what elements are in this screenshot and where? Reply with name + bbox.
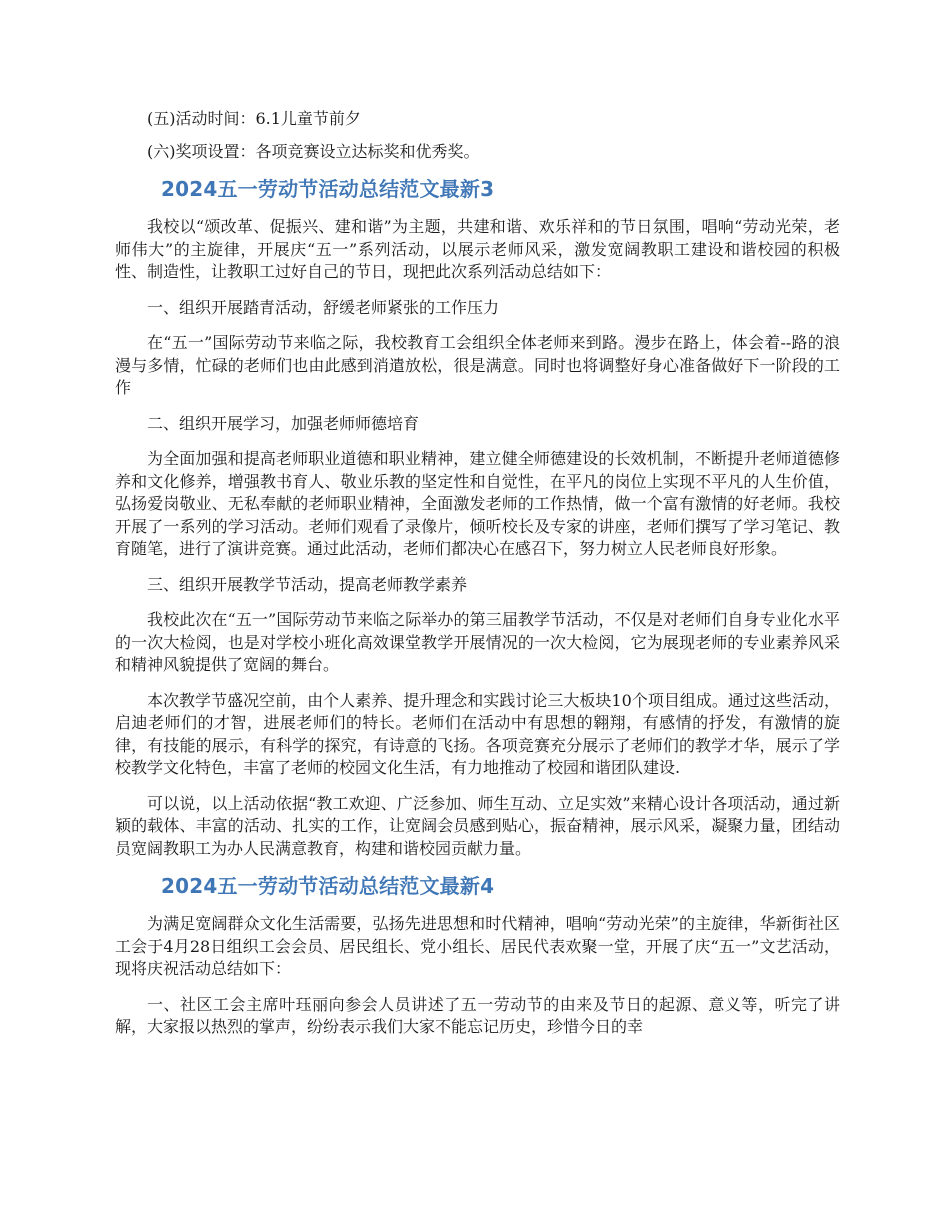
paragraph: (五)活动时间：6.1儿童节前夕 — [147, 109, 361, 128]
paragraph: 一、组织开展踏青活动，舒缓老师紧张的工作压力 — [147, 297, 500, 317]
paragraph: 我校此次在“五一”国际劳动节来临之际举办的第三届教学节活动，不仅是对老师们自身专业化水平的一次大检阅，也是对学校小班化高效课堂教学开展情况的一次大检阅，它为展现老师的专业素养风采和精神风貌提供了宽阔的舞台。 — [115, 610, 840, 674]
paragraph: 为全面加强和提高老师职业道德和职业精神，建立健全师德建设的长效机制，不断提升老师道德修养和文化修养，增强教书育人、敬业乐教的坚定性和自觉性，在平凡的岗位上实现不平凡的人生价值，弘扬爱岗敬业、无私奉献的老师职业精神，全面激发老师的工作热情，做一个富有激情的好老师。我校开展了一系列的学习活动。老师们观看了录像片，倾听校长及专家的讲座，老师们撰写了学习笔记、教育随笔，进行了演讲竞赛。通过此活动，老师们都决心在感召下，努力树立人民老师良好形象。 — [115, 449, 840, 558]
paragraph: 我校以“颂改革、促振兴、建和谐”为主题，共建和谐、欢乐祥和的节日氛围，唱响“劳动光荣，老师伟大”的主旋律，开展庆“五一”系列活动，以展示老师风采，激发宽阔教职工建设和谐校园的积极性、制造性，让教职工过好自己的节日，现把此次系列活动总结如下： — [115, 217, 840, 281]
section-heading: 2024五一劳动节活动总结范文最新3 — [161, 177, 495, 201]
paragraph: 可以说，以上活动依据“教工欢迎、广泛参加、师生互动、立足实效”来精心设计各项活动，通过新颖的载体、丰富的活动、扎实的工作，让宽阔会员感到贴心，振奋精神，展示风采，凝聚力量，团结动员宽阔教职工为办人民满意教育，构建和谐校园贡献力量。 — [115, 793, 840, 858]
paragraph: (六)奖项设置：各项竞赛设立达标奖和优秀奖。 — [147, 141, 480, 161]
paragraph: 一、社区工会主席叶珏丽向参会人员讲述了五一劳动节的由来及节日的起源、意义等，听完了讲解，大家报以热烈的掌声，纷纷表示我们大家不能忘记历史，珍惜今日的幸 — [115, 994, 840, 1036]
paragraph: 三、组织开展教学节活动，提高老师教学素养 — [147, 574, 468, 594]
document-page — [115, 108, 840, 1052]
paragraph: 为满足宽阔群众文化生活需要，弘扬先进思想和时代精神，唱响“劳动光荣”的主旋律，华新街社区工会于4月28日组织工会会员、居民组长、党小组长、居民代表欢聚一堂，开展了庆“五一”文艺活动，现将庆祝活动总结如下： — [115, 914, 840, 978]
paragraph: 二、组织开展学习，加强老师师德培育 — [147, 413, 420, 433]
paragraph: 本次教学节盛况空前，由个人素养、提升理念和实践讨论三大板块10个项目组成。通过这些活动，启迪老师们的才智，进展老师们的特长。老师们在活动中有思想的翱翔，有感情的抒发，有激情的旋律，有技能的展示，有科学的探究，有诗意的飞扬。各项竞赛充分展示了老师们的教学才华，展示了学校教学文化特色，丰富了老师的校园文化生活，有力地推动了校园和谐团队建设. — [115, 690, 840, 777]
section-heading: 2024五一劳动节活动总结范文最新4 — [161, 874, 495, 898]
paragraph: 在“五一”国际劳动节来临之际，我校教育工会组织全体老师来到路。漫步在路上，体会着--路的浪漫与多情，忙碌的老师们也由此感到消遣放松，很是满意。同时也将调整好身心准备做好下一阶段的工作 — [115, 333, 840, 397]
